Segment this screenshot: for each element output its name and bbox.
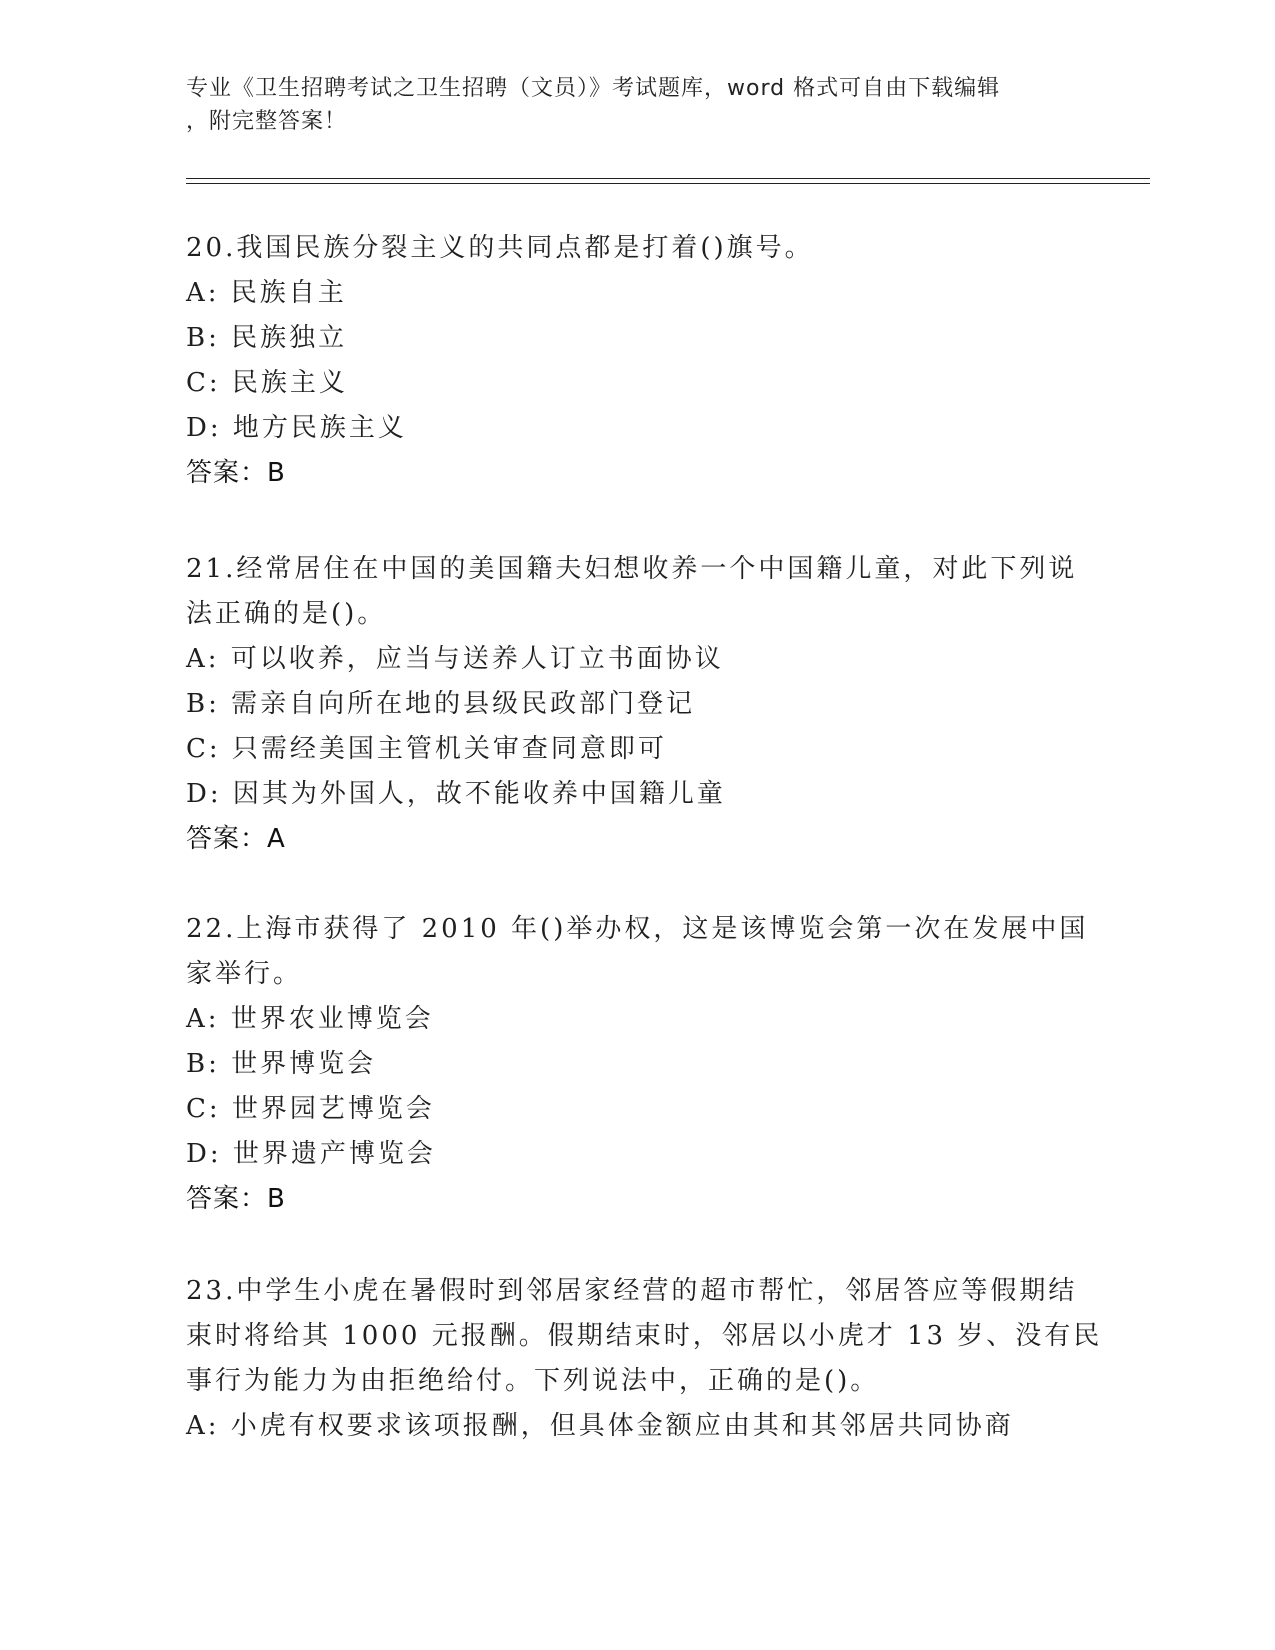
answer-label: 答案：B <box>186 1184 286 1214</box>
option-a: A: 世界农业博览会 <box>186 1004 434 1034</box>
document-header <box>186 72 1086 138</box>
option-b: B: 世界博览会 <box>186 1049 377 1079</box>
header-line-2: ，附完整答案！ <box>186 109 348 134</box>
question-text-cont: 法正确的是()。 <box>186 599 387 629</box>
header-line-1: 专业《卫生招聘考试之卫生招聘（文员）》考试题库，word 格式可自由下载编辑 <box>186 76 1001 101</box>
option-c: C: 世界园艺博览会 <box>186 1094 435 1124</box>
option-d: D: 地方民族主义 <box>186 413 407 443</box>
question-text: 21.经常居住在中国的美国籍夫妇想收养一个中国籍儿童，对此下列说 <box>186 554 1078 584</box>
option-c: C: 民族主义 <box>186 368 348 398</box>
question-text-cont: 事行为能力为由拒绝给付。下列说法中，正确的是()。 <box>186 1366 880 1396</box>
option-a: A: 可以收养，应当与送养人订立书面协议 <box>186 644 724 674</box>
question-text-cont: 束时将给其 1000 元报酬。假期结束时，邻居以小虎才 13 岁、没有民 <box>186 1321 1103 1351</box>
option-b: B: 民族独立 <box>186 323 348 353</box>
question-text: 20.我国民族分裂主义的共同点都是打着()旗号。 <box>186 233 814 263</box>
question-23 <box>186 1269 1103 1449</box>
option-b: B: 需亲自向所在地的县级民政部门登记 <box>186 689 696 719</box>
header-divider-top <box>186 178 1150 179</box>
question-text-cont: 家举行。 <box>186 959 303 989</box>
option-c: C: 只需经美国主管机关审查同意即可 <box>186 734 667 764</box>
question-22 <box>186 907 1089 1222</box>
answer-label: 答案：A <box>186 824 286 854</box>
question-text: 23.中学生小虎在暑假时到邻居家经营的超市帮忙，邻居答应等假期结 <box>186 1276 1078 1306</box>
option-d: D: 世界遗产博览会 <box>186 1139 436 1169</box>
header-divider-bottom <box>186 183 1150 184</box>
question-20 <box>186 226 1086 496</box>
option-a: A: 民族自主 <box>186 278 347 308</box>
option-d: D: 因其为外国人，故不能收养中国籍儿童 <box>186 779 726 809</box>
question-21 <box>186 547 1086 862</box>
option-a: A: 小虎有权要求该项报酬，但具体金额应由其和其邻居共同协商 <box>186 1411 1014 1441</box>
question-text: 22.上海市获得了 2010 年()举办权，这是该博览会第一次在发展中国 <box>186 914 1089 944</box>
answer-label: 答案：B <box>186 458 286 488</box>
